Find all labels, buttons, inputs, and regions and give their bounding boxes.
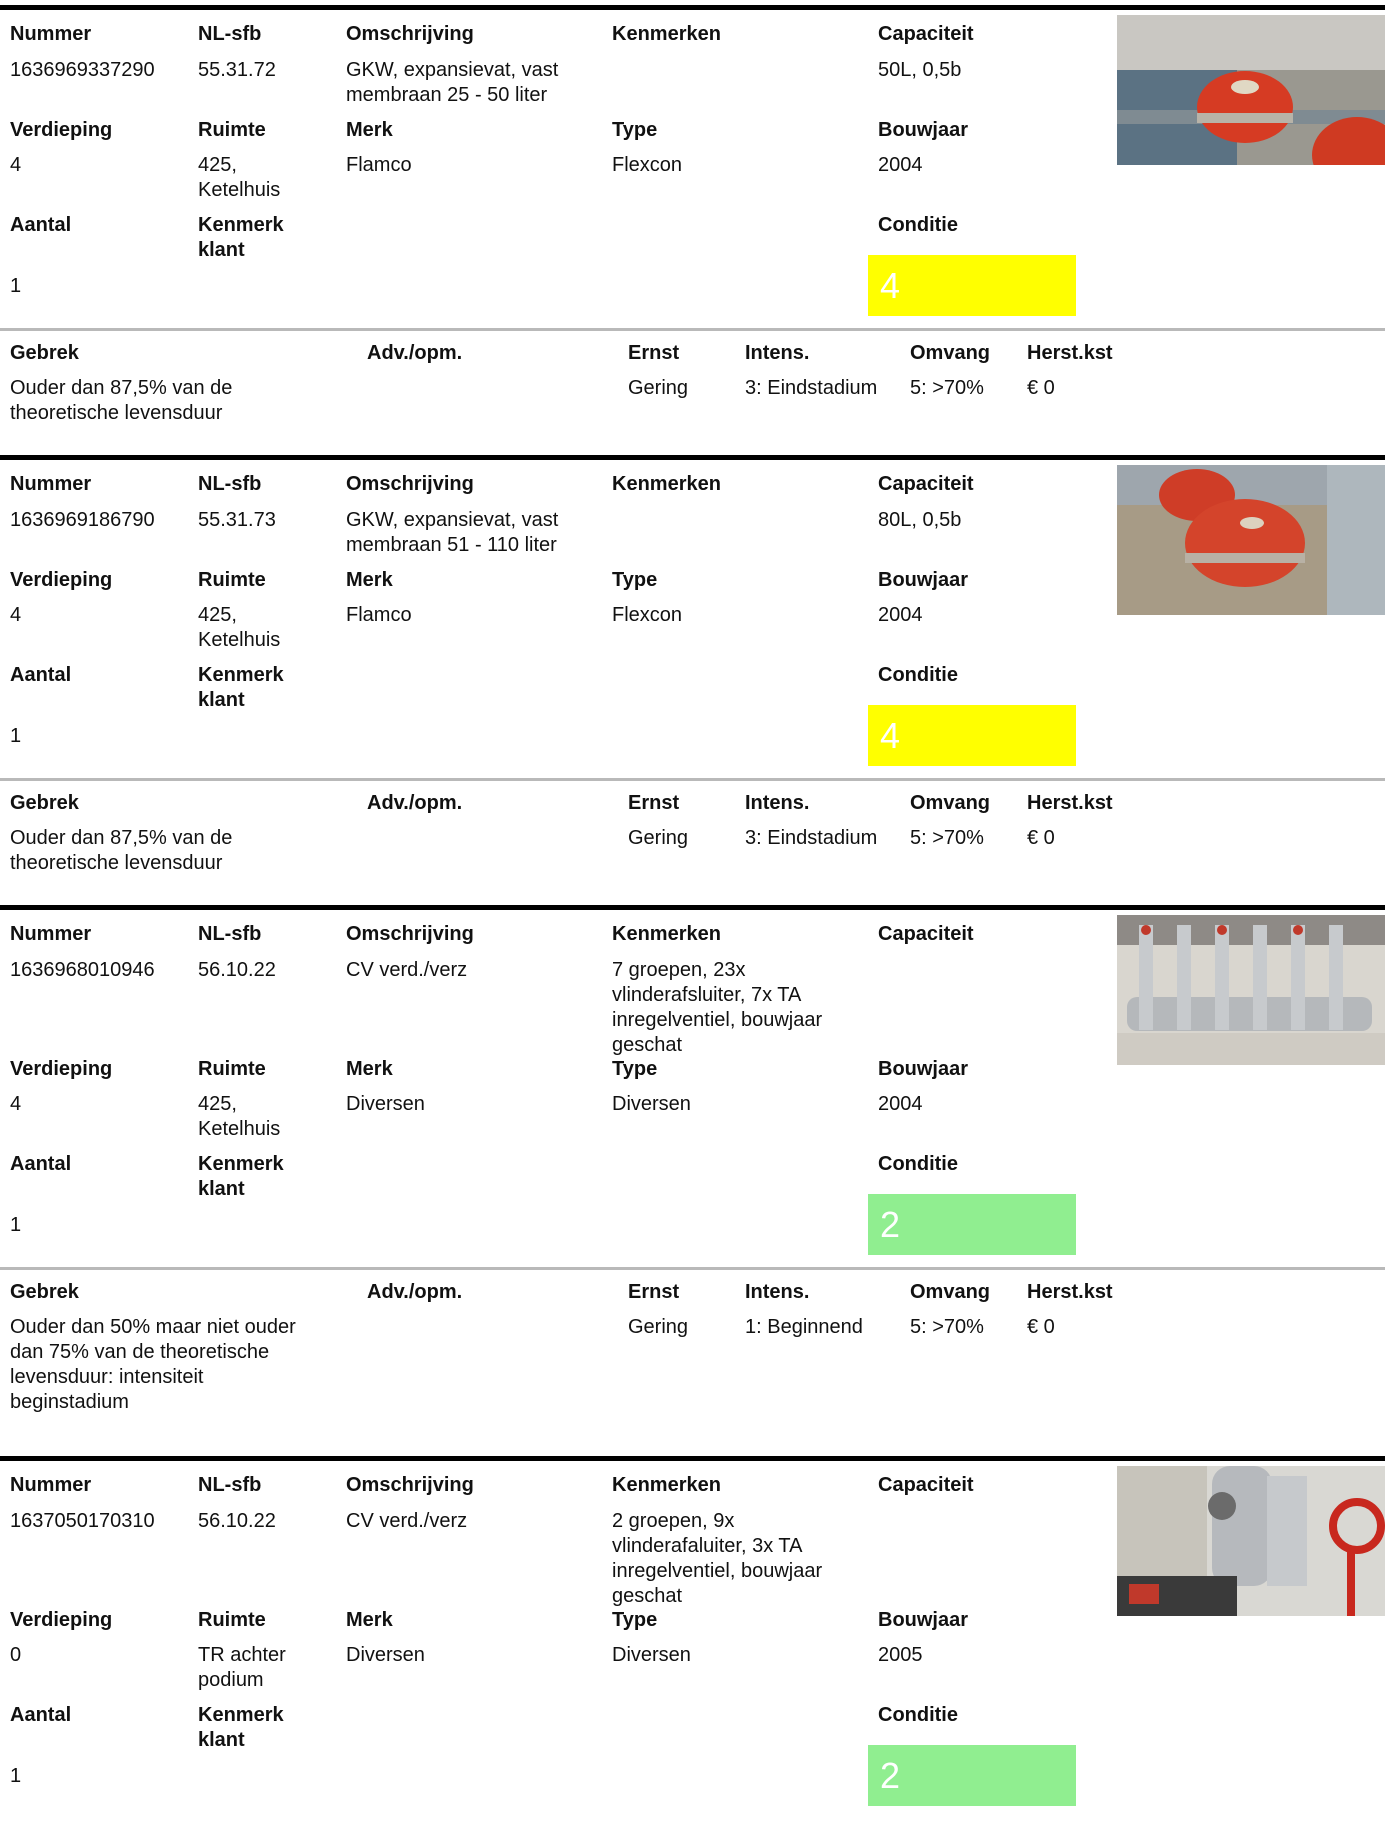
verdieping-value: 4 (10, 1093, 22, 1115)
gebrek-label: Gebrek (10, 342, 79, 364)
gebrek-label: Gebrek (10, 1281, 79, 1303)
merk-label: Merk (346, 1609, 393, 1631)
ruimte-label: Ruimte (198, 119, 266, 141)
merk-value: Flamco (346, 154, 412, 176)
nlsfb-label: NL-sfb (198, 23, 262, 45)
intens-value: 3: Eindstadium (745, 827, 878, 849)
conditie-label: Conditie (878, 1153, 958, 1175)
ruimte-value: 425, Ketelhuis (198, 1093, 281, 1140)
asset-photo (1117, 1466, 1385, 1616)
omvang-value: 5: >70% (910, 1316, 984, 1338)
ruimte-value: 425, Ketelhuis (198, 154, 281, 201)
aantal-label: Aantal (10, 1704, 72, 1726)
ruimte-value: 425, Ketelhuis (198, 604, 281, 651)
omschrijving-label: Omschrijving (346, 473, 474, 495)
kenmerken-label: Kenmerken (612, 473, 721, 495)
bouwjaar-value: 2004 (878, 604, 923, 626)
ruimte-label: Ruimte (198, 1058, 266, 1080)
ruimte-label: Ruimte (198, 1609, 266, 1631)
kenmerken-label: Kenmerken (612, 1474, 721, 1496)
merk-value: Flamco (346, 604, 412, 626)
expansion-vessel-photo (1117, 15, 1385, 165)
omschrijving-value: CV verd./verz (346, 959, 468, 981)
asset-photo (1117, 15, 1385, 165)
bouwjaar-label: Bouwjaar (878, 569, 969, 591)
omschrijving-value: GKW, expansievat, vast membraan 25 - 50 liter (346, 59, 559, 106)
bouwjaar-value: 2004 (878, 1093, 923, 1115)
verdieping-label: Verdieping (10, 569, 113, 591)
merk-value: Diversen (346, 1644, 425, 1666)
defect-separator (0, 778, 1385, 781)
type-label: Type (612, 1609, 658, 1631)
ruimte-label: Ruimte (198, 569, 266, 591)
conditie-badge: 4 (868, 255, 1076, 316)
asset-record (0, 905, 1392, 1456)
verdieping-label: Verdieping (10, 1058, 113, 1080)
asset-record (0, 455, 1392, 905)
aantal-value: 1 (10, 1765, 22, 1787)
nummer-label: Nummer (10, 923, 92, 945)
verdieping-label: Verdieping (10, 119, 113, 141)
nlsfb-label: NL-sfb (198, 473, 262, 495)
capaciteit-label: Capaciteit (878, 923, 974, 945)
ernst-label: Ernst (628, 342, 680, 364)
intens-label: Intens. (745, 342, 810, 364)
bouwjaar-label: Bouwjaar (878, 1609, 969, 1631)
ernst-label: Ernst (628, 1281, 680, 1303)
omvang-label: Omvang (910, 1281, 991, 1303)
omvang-label: Omvang (910, 792, 991, 814)
gebrek-value: Ouder dan 87,5% van de theoretische levensduur (10, 377, 233, 424)
bouwjaar-label: Bouwjaar (878, 119, 969, 141)
intens-value: 1: Beginnend (745, 1316, 863, 1338)
type-value: Diversen (612, 1093, 691, 1115)
kenmerk-klant-label: Kenmerk klant (198, 1704, 284, 1751)
adv-label: Adv./opm. (367, 792, 463, 814)
capaciteit-label: Capaciteit (878, 1474, 974, 1496)
record-separator (0, 5, 1385, 10)
herstkst-label: Herst.kst (1027, 1281, 1113, 1303)
gebrek-label: Gebrek (10, 792, 79, 814)
capaciteit-label: Capaciteit (878, 473, 974, 495)
aantal-label: Aantal (10, 1153, 72, 1175)
omschrijving-label: Omschrijving (346, 1474, 474, 1496)
conditie-label: Conditie (878, 214, 958, 236)
nummer-value: 1636969186790 (10, 509, 155, 531)
omschrijving-label: Omschrijving (346, 923, 474, 945)
nlsfb-label: NL-sfb (198, 1474, 262, 1496)
capaciteit-value: 50L, 0,5b (878, 59, 962, 81)
omvang-value: 5: >70% (910, 827, 984, 849)
ernst-value: Gering (628, 1316, 689, 1338)
verdieping-label: Verdieping (10, 1609, 113, 1631)
type-label: Type (612, 119, 658, 141)
omvang-value: 5: >70% (910, 377, 984, 399)
ernst-value: Gering (628, 827, 689, 849)
merk-label: Merk (346, 119, 393, 141)
aantal-label: Aantal (10, 214, 72, 236)
omvang-label: Omvang (910, 342, 991, 364)
conditie-label: Conditie (878, 664, 958, 686)
kenmerk-klant-label: Kenmerk klant (198, 1153, 284, 1200)
adv-label: Adv./opm. (367, 342, 463, 364)
nummer-value: 1636969337290 (10, 59, 155, 81)
adv-label: Adv./opm. (367, 1281, 463, 1303)
kenmerken-label: Kenmerken (612, 23, 721, 45)
expansion-vessels-photo (1117, 465, 1385, 615)
kenmerken-label: Kenmerken (612, 923, 721, 945)
verdieping-value: 4 (10, 604, 22, 626)
nummer-label: Nummer (10, 23, 92, 45)
herstkst-value: € 0 (1027, 377, 1055, 399)
omschrijving-label: Omschrijving (346, 23, 474, 45)
bouwjaar-value: 2004 (878, 154, 923, 176)
gebrek-value: Ouder dan 50% maar niet ouder dan 75% van de theoretische levensduur: intensiteit beginstadium (10, 1316, 296, 1413)
ruimte-value: TR achter podium (198, 1644, 286, 1691)
conditie-badge: 2 (868, 1745, 1076, 1806)
intens-label: Intens. (745, 1281, 810, 1303)
kenmerken-value: 2 groepen, 9x vlinderafaluiter, 3x TA inregelventiel, bouwjaar geschat (612, 1510, 823, 1607)
nlsfb-value: 56.10.22 (198, 1510, 276, 1532)
capaciteit-label: Capaciteit (878, 23, 974, 45)
asset-record (0, 1456, 1392, 1829)
record-separator (0, 455, 1385, 460)
nlsfb-value: 56.10.22 (198, 959, 276, 981)
type-value: Diversen (612, 1644, 691, 1666)
type-value: Flexcon (612, 604, 683, 626)
intens-value: 3: Eindstadium (745, 377, 878, 399)
omschrijving-value: CV verd./verz (346, 1510, 468, 1532)
herstkst-value: € 0 (1027, 1316, 1055, 1338)
merk-value: Diversen (346, 1093, 425, 1115)
asset-record (0, 5, 1392, 455)
kenmerk-klant-label: Kenmerk klant (198, 664, 284, 711)
herstkst-label: Herst.kst (1027, 342, 1113, 364)
nlsfb-label: NL-sfb (198, 923, 262, 945)
verdieping-value: 4 (10, 154, 22, 176)
nlsfb-value: 55.31.72 (198, 59, 276, 81)
nummer-label: Nummer (10, 1474, 92, 1496)
bouwjaar-label: Bouwjaar (878, 1058, 969, 1080)
defect-separator (0, 1267, 1385, 1270)
capaciteit-value: 80L, 0,5b (878, 509, 962, 531)
aantal-label: Aantal (10, 664, 72, 686)
type-label: Type (612, 569, 658, 591)
aantal-value: 1 (10, 1214, 22, 1236)
record-separator (0, 1456, 1385, 1461)
aantal-value: 1 (10, 275, 22, 297)
merk-label: Merk (346, 569, 393, 591)
verdieping-value: 0 (10, 1644, 22, 1666)
herstkst-value: € 0 (1027, 827, 1055, 849)
nlsfb-value: 55.31.73 (198, 509, 276, 531)
gebrek-value: Ouder dan 87,5% van de theoretische levensduur (10, 827, 233, 874)
defect-separator (0, 328, 1385, 331)
manifold-pipes-photo (1117, 915, 1385, 1065)
pump-room-photo (1117, 1466, 1385, 1616)
type-label: Type (612, 1058, 658, 1080)
conditie-badge: 4 (868, 705, 1076, 766)
merk-label: Merk (346, 1058, 393, 1080)
conditie-label: Conditie (878, 1704, 958, 1726)
type-value: Flexcon (612, 154, 683, 176)
aantal-value: 1 (10, 725, 22, 747)
ernst-value: Gering (628, 377, 689, 399)
ernst-label: Ernst (628, 792, 680, 814)
intens-label: Intens. (745, 792, 810, 814)
nummer-label: Nummer (10, 473, 92, 495)
omschrijving-value: GKW, expansievat, vast membraan 51 - 110 liter (346, 509, 559, 556)
nummer-value: 1636968010946 (10, 959, 155, 981)
kenmerken-value: 7 groepen, 23x vlinderafsluiter, 7x TA inregelventiel, bouwjaar geschat (612, 959, 823, 1056)
conditie-badge: 2 (868, 1194, 1076, 1255)
bouwjaar-value: 2005 (878, 1644, 923, 1666)
nummer-value: 1637050170310 (10, 1510, 155, 1532)
kenmerk-klant-label: Kenmerk klant (198, 214, 284, 261)
record-separator (0, 905, 1385, 910)
asset-photo (1117, 465, 1385, 615)
herstkst-label: Herst.kst (1027, 792, 1113, 814)
asset-photo (1117, 915, 1385, 1065)
